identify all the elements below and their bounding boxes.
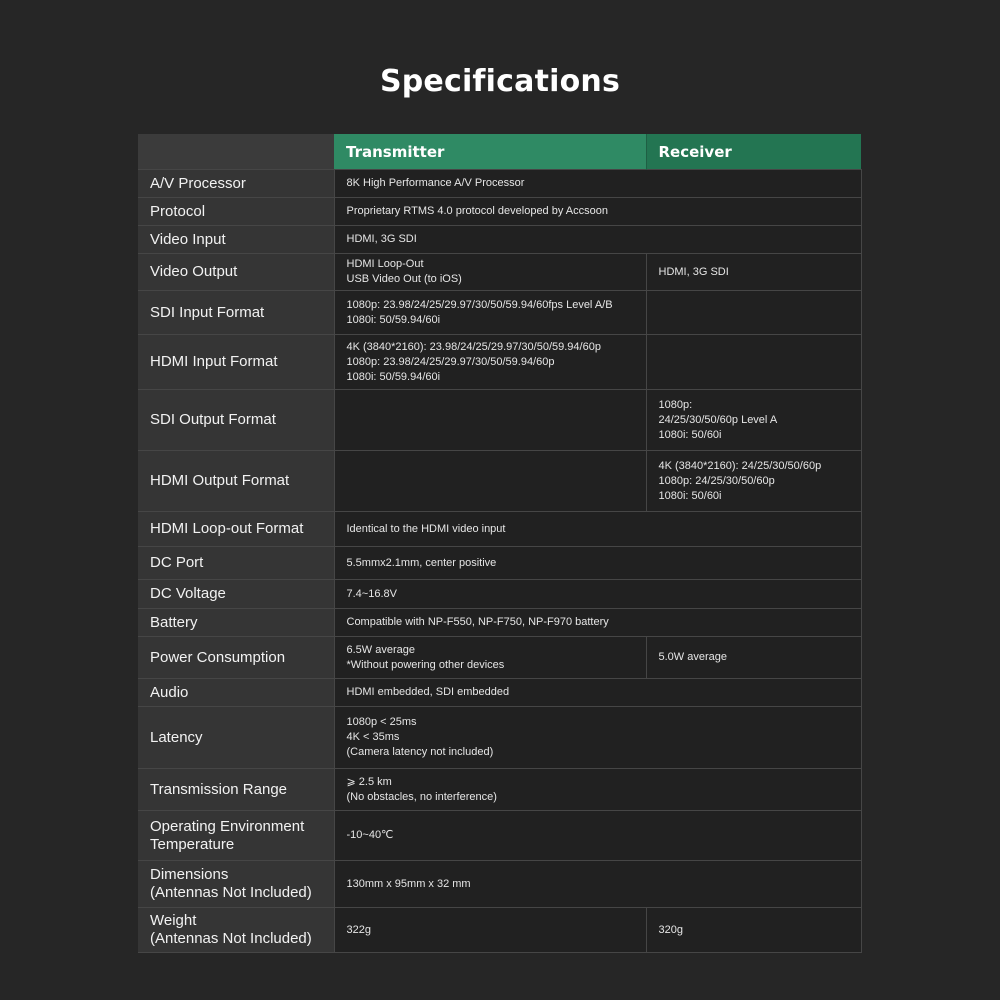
row-label: Audio: [138, 679, 334, 707]
transmitter-value: 322g: [334, 908, 646, 953]
page-title: Specifications: [379, 64, 621, 99]
table-row: [138, 291, 861, 335]
transmitter-value: Compatible with NP-F550, NP-F750, NP-F970 battery: [334, 609, 861, 637]
row-label: HDMI Output Format: [138, 451, 334, 512]
cell-line: HDMI Loop-Out: [346, 258, 424, 270]
table-row: [138, 512, 861, 547]
table-row: [138, 908, 861, 953]
cell-line: 24/25/30/50/60p Level A: [658, 413, 778, 426]
row-label: HDMI Input Format: [138, 335, 334, 390]
specifications-table: [138, 134, 862, 953]
transmitter-value: -10~40℃: [334, 811, 861, 861]
table-row: [138, 170, 861, 198]
cell-line: Operating Environment: [150, 817, 305, 835]
transmitter-value: [334, 769, 861, 811]
row-label: Video Output: [138, 254, 334, 291]
transmitter-value: Identical to the HDMI video input: [334, 512, 861, 547]
transmitter-value: [334, 291, 646, 335]
header-receiver: Receiver: [646, 134, 861, 170]
row-label: DC Voltage: [138, 580, 334, 609]
cell-line: 1080i: 50/59.94/60i: [346, 370, 441, 383]
row-label: [138, 908, 334, 953]
row-label: Latency: [138, 707, 334, 769]
table-row: [138, 547, 861, 580]
table-row: [138, 637, 861, 679]
cell-line: (Antennas Not Included): [150, 884, 312, 901]
receiver-value: HDMI, 3G SDI: [646, 254, 861, 291]
cell-line: Temperature: [150, 835, 235, 853]
table-row: [138, 679, 861, 707]
cell-line: 4K (3840*2160): 23.98/24/25/29.97/30/50/59.94/60p: [346, 340, 601, 353]
transmitter-value: [334, 254, 646, 291]
transmitter-value: 8K High Performance A/V Processor: [334, 170, 861, 198]
transmitter-value: [334, 707, 861, 769]
cell-line: 4K (3840*2160): 24/25/30/50/60p: [658, 459, 822, 472]
table-row: [138, 451, 861, 512]
cell-line: (No obstacles, no interference): [346, 790, 497, 803]
cell-line: 1080p: 23.98/24/25/29.97/30/50/59.94/60p: [346, 355, 555, 368]
row-label: HDMI Loop-out Format: [138, 512, 334, 547]
row-label: Protocol: [138, 198, 334, 226]
row-label: [138, 861, 334, 908]
transmitter-value: 130mm x 95mm x 32 mm: [334, 861, 861, 908]
row-label: SDI Output Format: [138, 390, 334, 451]
transmitter-value: [334, 637, 646, 679]
cell-line: 4K < 35ms: [346, 731, 400, 743]
row-label: Battery: [138, 609, 334, 637]
table-row: [138, 707, 861, 769]
table-row: [138, 861, 861, 908]
table-row: [138, 580, 861, 609]
header-transmitter: Transmitter: [334, 134, 646, 170]
table-row: [138, 811, 861, 861]
cell-line: 1080i: 50/60i: [658, 428, 722, 441]
cell-line: 1080p: 23.98/24/25/29.97/30/50/59.94/60fps Level A/B: [346, 298, 613, 311]
cell-line: Dimensions: [150, 866, 229, 883]
table-row: [138, 254, 861, 291]
transmitter-value: Proprietary RTMS 4.0 protocol developed by Accsoon: [334, 198, 861, 226]
row-label: [138, 811, 334, 861]
row-label: Power Consumption: [138, 637, 334, 679]
receiver-value: [646, 451, 861, 512]
transmitter-value: 5.5mmx2.1mm, center positive: [334, 547, 861, 580]
receiver-value: [646, 390, 861, 451]
row-label: A/V Processor: [138, 170, 334, 198]
table-row: [138, 769, 861, 811]
cell-line: *Without powering other devices: [346, 658, 505, 671]
row-label: SDI Input Format: [138, 291, 334, 335]
cell-line: 1080i: 50/60i: [658, 489, 722, 502]
transmitter-value: [334, 451, 646, 512]
transmitter-value: 7.4~16.8V: [334, 580, 861, 609]
header-blank-cell: [138, 134, 334, 170]
transmitter-value: [334, 390, 646, 451]
cell-line: (Antennas Not Included): [150, 930, 312, 947]
table-row: [138, 226, 861, 254]
row-label: DC Port: [138, 547, 334, 580]
cell-line: 1080p < 25ms: [346, 716, 417, 728]
receiver-value: [646, 291, 861, 335]
cell-line: 6.5W average: [346, 643, 415, 656]
table-row: [138, 390, 861, 451]
cell-line: (Camera latency not included): [346, 746, 494, 758]
receiver-value: [646, 335, 861, 390]
table-header-row: [138, 134, 861, 170]
table-row: [138, 609, 861, 637]
row-label: Video Input: [138, 226, 334, 254]
cell-line: 1080p: 24/25/30/50/60p: [658, 474, 775, 487]
receiver-value: 5.0W average: [646, 637, 861, 679]
table-row: [138, 198, 861, 226]
table-body: [138, 170, 861, 953]
transmitter-value: HDMI embedded, SDI embedded: [334, 679, 861, 707]
cell-line: Weight: [150, 912, 197, 929]
cell-line: USB Video Out (to iOS): [346, 273, 462, 285]
cell-line: 1080p:: [658, 398, 693, 411]
table-row: [138, 335, 861, 390]
cell-line: ⩾ 2.5 km: [346, 775, 392, 788]
transmitter-value: [334, 335, 646, 390]
transmitter-value: HDMI, 3G SDI: [334, 226, 861, 254]
cell-line: 1080i: 50/59.94/60i: [346, 313, 441, 326]
row-label: Transmission Range: [138, 769, 334, 811]
receiver-value: 320g: [646, 908, 861, 953]
